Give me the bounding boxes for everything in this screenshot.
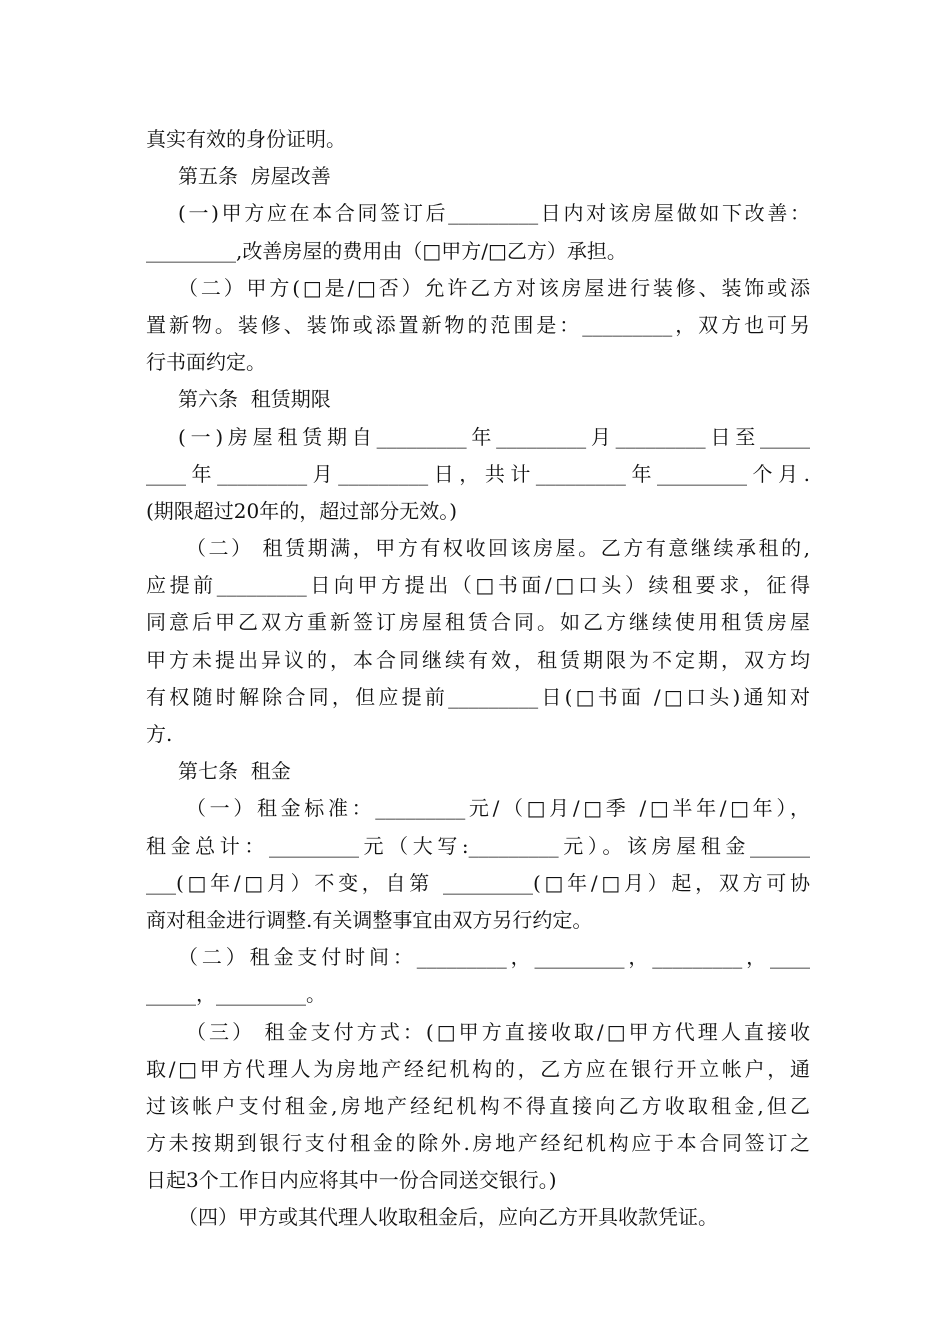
contract-text-line: 应提前_________日向甲方提出（□书面/□口头）续租要求，征得 <box>146 573 810 598</box>
contract-text-line: 同意后甲乙双方重新签订房屋租赁合同。如乙方继续使用租赁房屋 <box>146 610 810 635</box>
contract-text-line: （二） 租赁期满，甲方有权收回该房屋。乙方有意继续承租的, <box>186 536 810 561</box>
contract-text-line: ____年_________月_________日，共计_________年_________个月. <box>146 461 810 486</box>
contract-text-line: (一)甲方应在本合同签订后_________日内对该房屋做如下改善： <box>178 201 810 226</box>
contract-text-line: 日起3个工作日内应将其中一份合同送交银行。) <box>146 1168 557 1193</box>
contract-text-line: 过该帐户支付租金,房地产经纪机构不得直接向乙方收取租金,但乙 <box>146 1093 810 1118</box>
contract-text-line: 方未按期到银行支付租金的除外.房地产经纪机构应于本合同签订之 <box>146 1131 810 1156</box>
contract-text-line: 行书面约定。 <box>146 350 266 375</box>
contract-text-line: （二）租金支付时间：_________，_________，_________，____ <box>178 945 810 970</box>
contract-page <box>146 121 810 1237</box>
contract-text-line: (一)房屋租赁期自_________年_________月_________日至_____ <box>178 424 810 449</box>
contract-text-line: 第七条 租金 <box>178 759 291 784</box>
contract-text-line: 甲方未提出异议的，本合同继续有效，租赁期限为不定期，双方均 <box>146 647 810 672</box>
contract-text-line: (期限超过20年的，超过部分无效。) <box>146 498 458 523</box>
contract-text-line: （三） 租金支付方式：(□甲方直接收取/□甲方代理人直接收 <box>186 1019 810 1044</box>
contract-text-line: 方. <box>146 722 173 746</box>
contract-text-line: 有权随时解除合同，但应提前_________日(□书面 /□口头)通知对 <box>146 684 810 709</box>
contract-text-line: 租金总计：_________元（大写:_________元）。该房屋租金______ <box>146 833 810 858</box>
contract-text-line: （一）租金标准：_________元/（□月/□季 /□半年/□年）， <box>186 796 810 821</box>
contract-text-line: 真实有效的身份证明。 <box>146 127 346 151</box>
contract-text-line: ___(□年/□月）不变，自第 _________(□年/□月）起，双方可协 <box>146 870 810 895</box>
contract-text-line: 置新物。装修、装饰或添置新物的范围是：_________，双方也可另 <box>146 312 810 337</box>
contract-text-line: 第五条 房屋改善 <box>178 164 331 189</box>
contract-text-line: _____，_________。 <box>146 982 326 1007</box>
contract-text-line: （四）甲方或其代理人收取租金后，应向乙方开具收款凭证。 <box>178 1205 718 1230</box>
contract-text-line: 第六条 租赁期限 <box>178 387 331 412</box>
contract-text-line: 取/□甲方代理人为房地产经纪机构的，乙方应在银行开立帐户，通 <box>146 1056 810 1081</box>
contract-text-line: 商对租金进行调整.有关调整事宜由双方另行约定。 <box>146 907 593 932</box>
contract-text-line: （二）甲方(□是/□否）允许乙方对该房屋进行装修、装饰或添 <box>178 275 810 300</box>
contract-text-line: _________,改善房屋的费用由（□甲方/□乙方）承担。 <box>146 238 627 263</box>
